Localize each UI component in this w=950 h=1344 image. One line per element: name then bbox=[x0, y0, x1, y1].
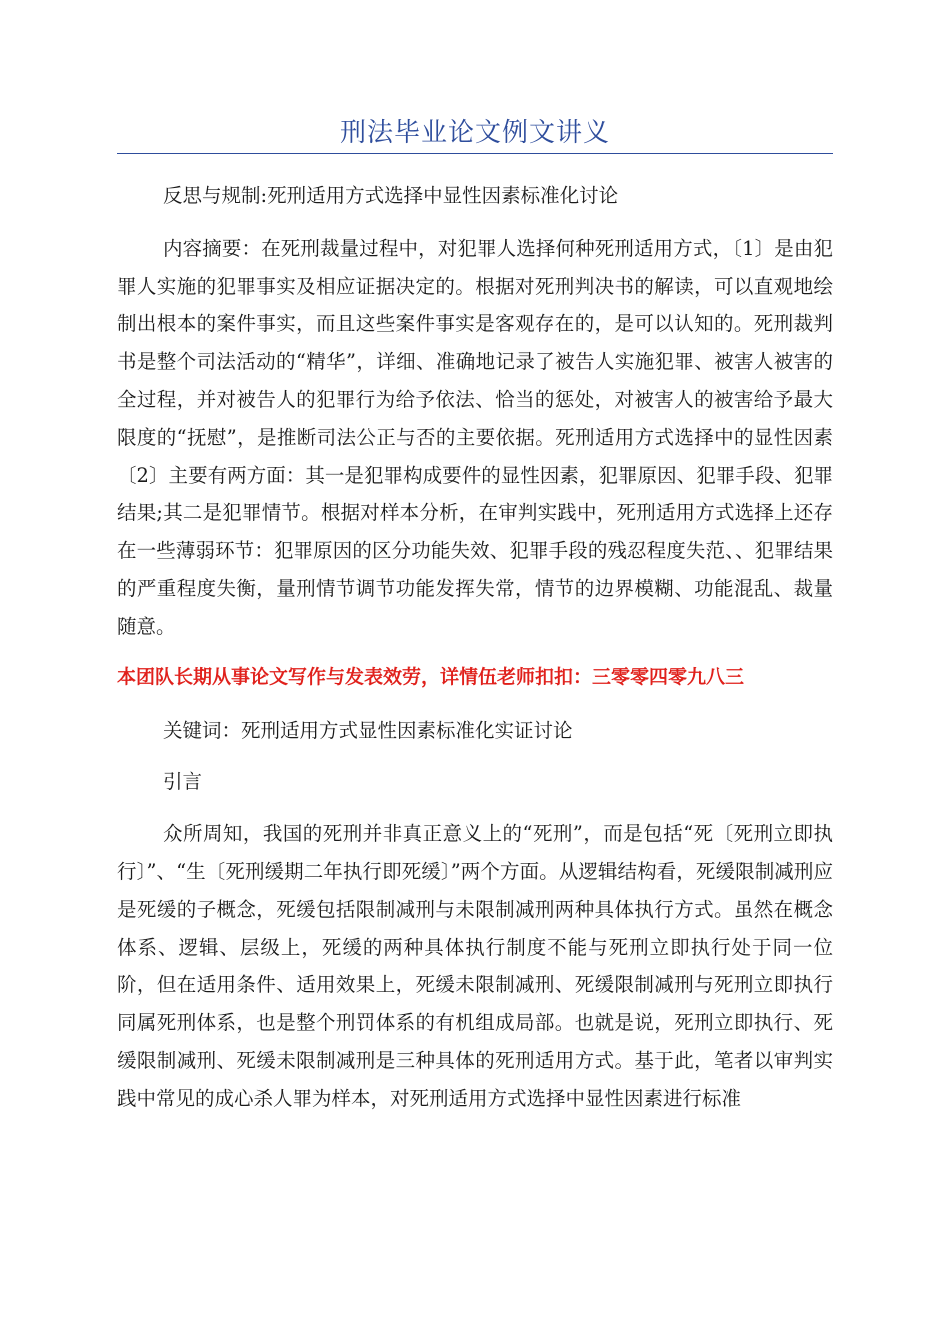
paper-subtitle: 反思与规制:死刑适用方式选择中显性因素标准化讨论 bbox=[163, 184, 619, 207]
section-heading-intro: 引言 bbox=[163, 770, 203, 794]
abstract-paragraph: 内容摘要：在死刑裁量过程中，对犯罪人选择何种死刑适用方式，〔1〕是由犯罪人实施的犯罪事实及相应证据决定的。根据对死刑判决书的解读，可以直观地绘制出根本的案件事实，而且这些案件事实是客观存在的，是可以认知的。死刑裁判书是整个司法活动的“精华”，详细、准确地记录了被告人实施犯罪、被害人被害的全过程，并对被告人的犯罪行为给予依法、恰当的惩处，对被害人的被害给予最大限度的“抚慰”，是推断司法公正与否的主要依据。死刑适用方式选择中的显性因素〔2〕主要有两方面：其一是犯罪构成要件的显性因素，犯罪原因、犯罪手段、犯罪结果;其二是犯罪情节。根据对样本分析，在审判实践中，死刑适用方式选择上还存在一些薄弱环节：犯罪原因的区分功能失效、犯罪手段的残忍程度失范、、犯罪结果的严重程度失衡，量刑情节调节功能发挥失常，情节的边界模糊、功能混乱、裁量随意。 bbox=[117, 236, 833, 638]
body-paragraph: 众所周知，我国的死刑并非真正意义上的“死刑”，而是包括“死〔死刑立即执行〕”、“生〔死刑缓期二年执行即死缓〕”两个方面。从逻辑结构看，死缓限制减刑应是死缓的子概念，死缓包括限制减刑与未限制减刑两种具体执行方式。虽然在概念体系、逻辑、层级上，死缓的两种具体执行制度不能与死刑立即执行处于同一位阶，但在适用条件、适用效果上，死缓未限制减刑、死缓限制减刑与死刑立即执行同属死刑体系，也是整个刑罚体系的有机组成局部。也就是说，死刑立即执行、死缓限制减刑、死缓未限制减刑是三种具体的死刑适用方式。基于此，笔者以审判实践中常见的成心杀人罪为样本，对死刑适用方式选择中显性因素进行标准 bbox=[117, 822, 833, 1110]
page-title: 刑法毕业论文例文讲义 bbox=[339, 118, 610, 148]
keywords-line: 关键词：死刑适用方式显性因素标准化实证讨论 bbox=[163, 718, 573, 742]
promo-notice: 本团队长期从事论文写作与发表效劳，详情伍老师扣扣：三零零四零九八三 bbox=[117, 665, 745, 688]
document-page bbox=[117, 0, 833, 1118]
title-underline bbox=[117, 153, 833, 154]
